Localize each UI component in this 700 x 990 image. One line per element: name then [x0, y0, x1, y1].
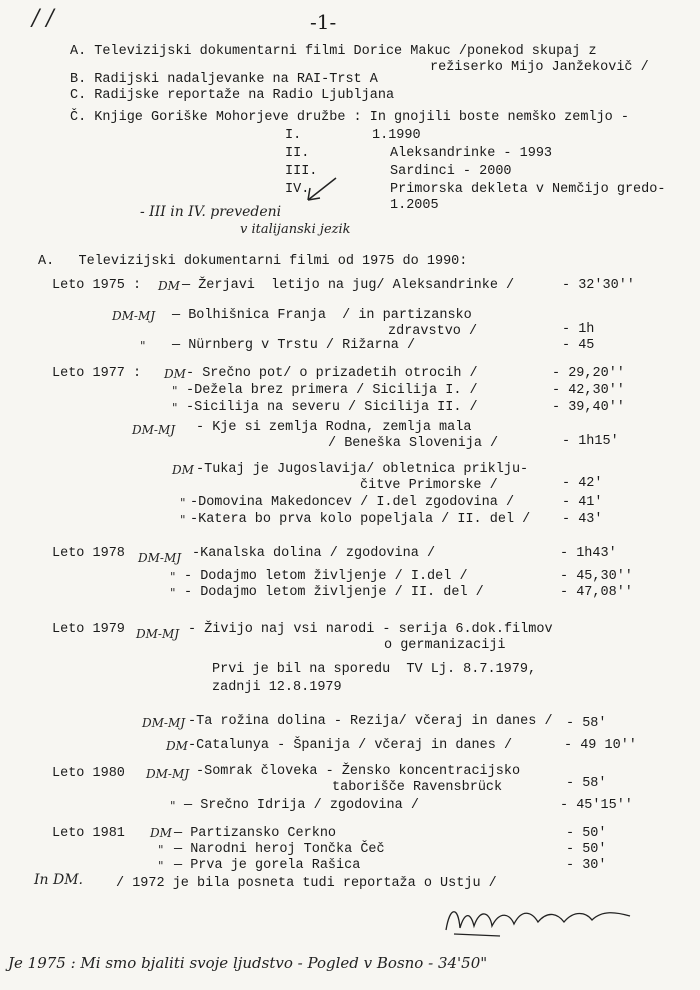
author-mark: DM-MJ: [136, 627, 180, 641]
film-title: - Kje si zemlja Rodna, zemlja mala: [196, 420, 472, 435]
section-a-heading: A. Televizijski dokumentarni filmi od 1975 do 1990:: [38, 254, 468, 269]
book-title: 1.2005: [390, 198, 439, 213]
book-num: III.: [285, 164, 318, 179]
author-mark: ": [158, 843, 164, 857]
film-duration: - 29,20'': [552, 366, 625, 381]
film-title: -Ta rožina dolina - Rezija/ včeraj in danes /: [188, 714, 553, 729]
film-duration: - 45'15'': [560, 798, 633, 813]
film-title: — Narodni heroj Tončka Čeč: [174, 842, 385, 857]
toc-item-b: B. Radijski nadaljevanke na RAI-Trst A: [70, 72, 378, 87]
book-title: 1.1990: [372, 128, 421, 143]
film-duration: - 49 10'': [564, 738, 637, 753]
author-mark: ": [170, 586, 176, 600]
book-title: Aleksandrinke - 1993: [390, 146, 553, 161]
film-title: — Nürnberg v Trstu / Rižarna /: [172, 338, 416, 353]
handwritten-note: - III in IV. prevedeni: [140, 204, 282, 220]
signature: [440, 900, 640, 944]
film-title-cont: zdravstvo /: [388, 324, 478, 339]
page-number: -1-: [310, 10, 337, 34]
author-mark: DM-MJ: [146, 767, 190, 781]
handwritten-note: Je 1975 : Mi smo bjaliti svoje ljudstvo - Pogled v Bosno - 34'50": [8, 954, 488, 972]
film-title: -Catalunya - Španija / včeraj in danes /: [188, 738, 513, 753]
film-title: -Kanalska dolina / zgodovina /: [192, 546, 436, 561]
film-title: — Prva je gorela Rašica: [174, 858, 361, 873]
book-num: IV.: [285, 182, 310, 197]
author-mark: DM: [150, 826, 172, 840]
author-mark: DM-MJ: [132, 423, 176, 437]
film-duration: - 39,40'': [552, 400, 625, 415]
year-label: Leto 1980: [52, 766, 125, 781]
film-title: -Somrak človeka - Žensko koncentracijsko: [196, 764, 521, 779]
author-mark: ": [172, 401, 178, 415]
year-label: Leto 1981: [52, 826, 125, 841]
film-title-cont: / Beneška Slovenija /: [328, 436, 499, 451]
film-title: — Bolhišnica Franja / in partizansko: [172, 308, 472, 323]
film-duration: - 45,30'': [560, 569, 633, 584]
film-duration: - 58': [566, 716, 607, 731]
film-duration: - 1h: [562, 322, 595, 337]
author-mark: ": [180, 513, 186, 527]
toc-item-d: Č. Knjige Goriške Mohorjeve družbe : In gnojili boste nemško zemljo -: [70, 110, 629, 125]
author-mark: ": [170, 799, 176, 813]
film-title: - Srečno pot/ o prizadetih otrocih /: [186, 366, 478, 381]
book-title: Primorska dekleta v Nemčijo gredo-: [390, 182, 666, 197]
author-mark: ": [180, 496, 186, 510]
film-title: -Katera bo prva kolo popeljala / II. del /: [190, 512, 531, 527]
film-duration: - 43': [562, 512, 603, 527]
film-title: -Dežela brez primera / Sicilija I. /: [186, 383, 478, 398]
corner-mark: / /: [32, 6, 54, 31]
year-label: Leto 1977 :: [52, 366, 142, 381]
film-duration: - 50': [566, 842, 607, 857]
film-title-cont: taborišče Ravensbrück: [332, 780, 503, 795]
film-title: -Tukaj je Jugoslavija/ obletnica priklju-: [196, 462, 529, 477]
toc-item-c: C. Radijske reportaže na Radio Ljubljana: [70, 88, 395, 103]
broadcast-note: Prvi je bil na sporedu TV Lj. 8.7.1979,: [212, 662, 537, 677]
author-mark: ": [158, 859, 164, 873]
toc-item-a-cont: režiserko Mijo Janžekovič /: [430, 60, 649, 75]
film-duration: - 50': [566, 826, 607, 841]
film-title: - Dodajmo letom življenje / II. del /: [184, 585, 484, 600]
year-label: Leto 1979: [52, 622, 125, 637]
film-duration: - 42,30'': [552, 383, 625, 398]
film-duration: - 32'30'': [562, 278, 635, 293]
film-duration: - 41': [562, 495, 603, 510]
author-mark: DM: [166, 739, 188, 753]
film-title: -Domovina Makedoncev / I.del zgodovina /: [190, 495, 515, 510]
film-title: -Sicilija na severu / Sicilija II. /: [186, 400, 478, 415]
film-title: — Žerjavi letijo na jug/ Aleksandrinke /: [182, 278, 515, 293]
film-title: - Živijo naj vsi narodi - serija 6.dok.filmov: [188, 622, 553, 637]
footnote-mark: In DM.: [34, 872, 84, 888]
footnote: / 1972 je bila posneta tudi reportaža o Ustju /: [116, 876, 497, 891]
film-title: — Partizansko Cerkno: [174, 826, 337, 841]
film-duration: - 45: [562, 338, 595, 353]
book-num: I.: [285, 128, 302, 143]
film-duration: - 58': [566, 776, 607, 791]
arrow-icon: [300, 176, 340, 206]
author-mark: ": [170, 570, 176, 584]
film-duration: - 30': [566, 858, 607, 873]
film-title-cont: o germanizaciji: [384, 638, 506, 653]
year-label: Leto 1978: [52, 546, 125, 561]
author-mark: DM-MJ: [138, 551, 182, 565]
film-duration: - 47,08'': [560, 585, 633, 600]
author-mark: ": [140, 339, 146, 353]
film-duration: - 42': [562, 476, 603, 491]
book-num: II.: [285, 146, 310, 161]
author-mark: DM: [172, 463, 194, 477]
handwritten-note: v italijanski jezik: [240, 222, 351, 237]
year-label: Leto 1975 :: [52, 278, 142, 293]
book-title: Sardinci - 2000: [390, 164, 512, 179]
broadcast-note: zadnji 12.8.1979: [212, 680, 342, 695]
author-mark: DM-MJ: [142, 716, 186, 730]
film-duration: - 1h15': [562, 434, 619, 449]
author-mark: ": [172, 384, 178, 398]
author-mark: DM-MJ: [112, 309, 156, 323]
author-mark: DM: [158, 279, 180, 293]
film-duration: - 1h43': [560, 546, 617, 561]
film-title-cont: čitve Primorske /: [360, 478, 498, 493]
author-mark: DM: [164, 367, 186, 381]
film-title: - Dodajmo letom življenje / I.del /: [184, 569, 468, 584]
film-title: — Srečno Idrija / zgodovina /: [184, 798, 419, 813]
toc-item-a: A. Televizijski dokumentarni filmi Dorice Makuc /ponekod skupaj z: [70, 44, 597, 59]
